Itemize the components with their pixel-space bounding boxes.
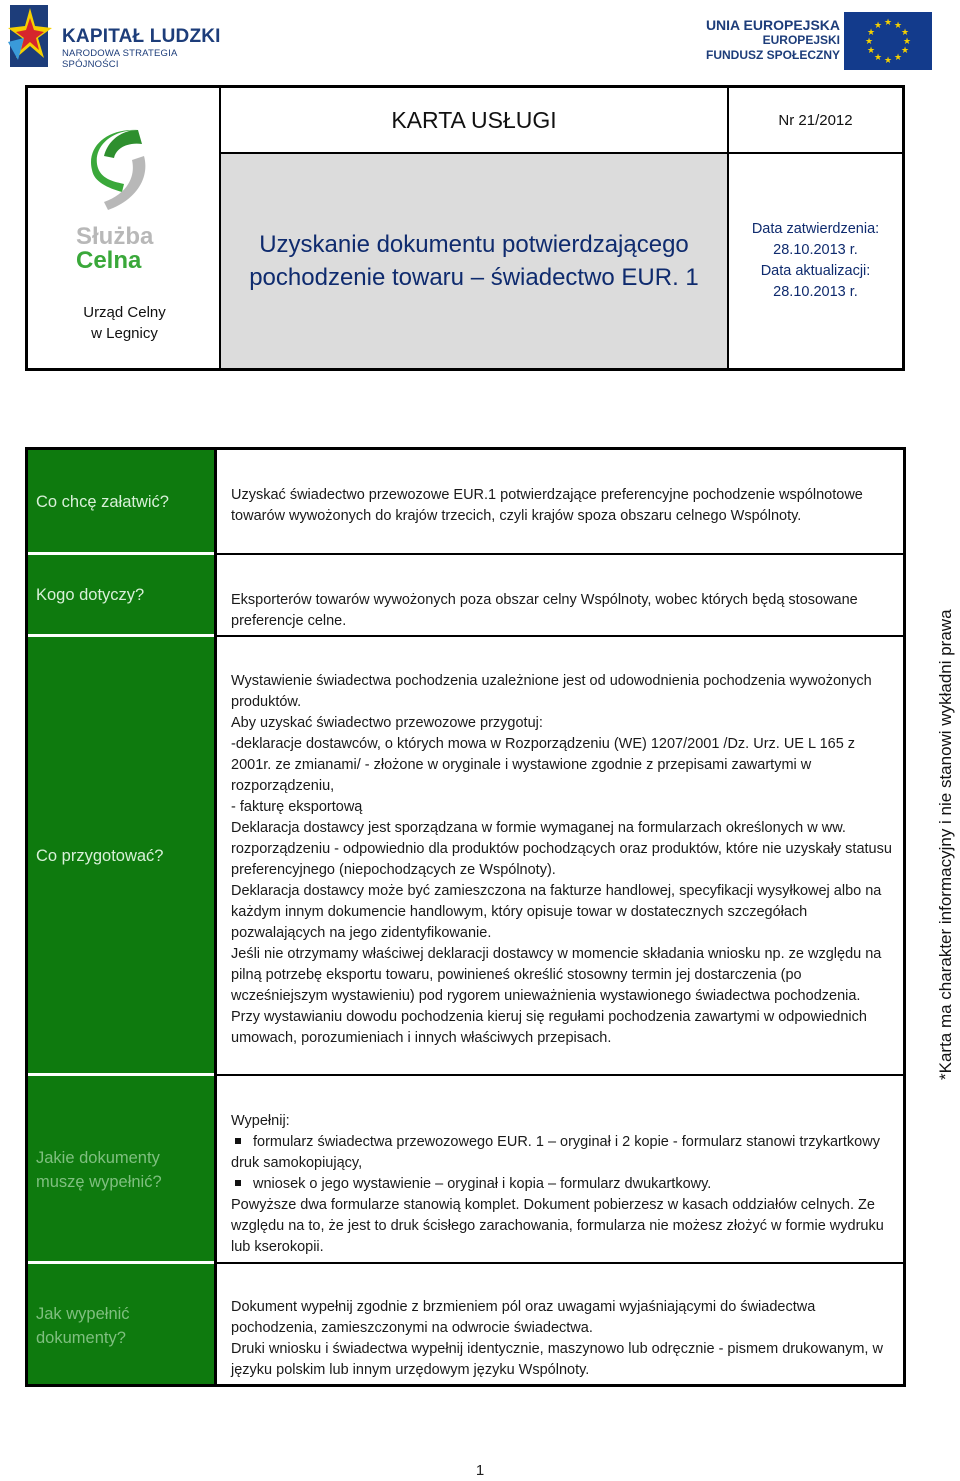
row-content-cell-kogo	[217, 555, 903, 634]
list-item-text: formularz świadectwa przewozowego EUR. 1 – oryginał i 2 kopie - formularz stanowi trzykartkowy druk samokopiujący,	[231, 1134, 880, 1171]
office-name-line1: Urząd Celny	[83, 304, 166, 321]
paragraph: Jeśli nie otrzymamy właściwej deklaracji dostawcy w momencie składania wniosku np. ze względu na pilną potrzebę eksportu towaru, powinieneś określić stosowny termin jej dostarczenia (po wcześniejszym wystawieniu) pod rygorem unieważnienia wystawionego świadectwa pochodzenia.	[231, 946, 882, 1004]
row-label-jak-line1: Jak wypełnić	[36, 1305, 130, 1323]
card-title: KARTA USŁUGI	[391, 106, 557, 133]
paragraph: Deklaracja dostawcy jest sporządzana w formie wymaganej na formularzach określonych w ww. rozporządzeniu - odpowiednio dla produktów pochodzących oraz produktów, które nie uzyskały statusu preferencyjnego (niepochodzących ze Wspólnoty).	[231, 820, 892, 878]
row-label-cell-co-chce	[28, 450, 214, 552]
paragraph: Deklaracja dostawcy może być zamieszczona na fakturze handlowej, specyfikacji wysyłkowej albo na każdym innym dokumencie handlowym, który opisuje towar w dostatecznych szczegółach pozwalających na jego zidentyfikowanie.	[231, 883, 882, 941]
dates-block	[752, 219, 879, 303]
kapital-ludzki-star-icon	[4, 2, 56, 70]
paragraph: Przy wystawianiu dowodu pochodzenia kieruj się regułami pochodzenia zawartymi w odpowiednich umowach, porozumieniach i innych właściwych przepisach.	[231, 1009, 867, 1046]
row-label-jakie	[36, 1146, 162, 1194]
row-content-cell-jak	[217, 1264, 903, 1384]
kapital-ludzki-title: KAPITAŁ LUDZKI	[62, 26, 221, 47]
service-title-line1: Uzyskanie dokumentu potwierdzającego	[259, 231, 689, 258]
row-label-jak	[36, 1302, 130, 1350]
list-item	[231, 1132, 893, 1174]
dates-cell	[729, 154, 902, 368]
date-approved-value: 28.10.2013 r.	[773, 242, 858, 258]
kapital-ludzki-subtitle: NARODOWA STRATEGIA SPÓJNOŚCI	[62, 48, 177, 70]
svg-text:★: ★	[864, 37, 874, 47]
sluzba-celna-emblem-icon	[78, 126, 170, 216]
date-updated-value: 28.10.2013 r.	[773, 284, 858, 300]
disclaimer-side-note: *Karta ma charakter informacyjny i nie stanowi wykładni prawa	[936, 609, 955, 1080]
row-label-kogo: Kogo dotyczy?	[36, 586, 145, 604]
kapital-ludzki-logo	[4, 2, 224, 72]
date-updated-label: Data aktualizacji:	[760, 263, 871, 279]
row-content-jak	[231, 1297, 893, 1381]
row-content-co-chce: Uzyskać świadectwo przewozowe EUR.1 potwierdzające preferencyjne pochodzenie wspólnotowe towarów wywożonych do krajów trzecich, czyli krajów spoza obszaru celnego Wspólnoty.	[231, 487, 863, 524]
sluzba-celna-line1: Służba	[76, 223, 154, 250]
number-cell	[729, 88, 902, 154]
eu-flag-icon	[844, 12, 932, 70]
bullet-icon	[235, 1138, 241, 1144]
svg-text:★: ★	[900, 28, 910, 38]
service-title	[239, 228, 709, 294]
row-label-cell-jak	[28, 1264, 214, 1384]
svg-text:★: ★	[873, 53, 883, 63]
row-label-przygotowac: Co przygotować?	[36, 847, 164, 865]
svg-text:★: ★	[866, 28, 876, 38]
paragraph: -deklaracje dostawców, o których mowa w Rozporządzeniu (WE) 1207/2001 /Dz. Urz. UE L 165 z 2001r. ze zmianami/ - złożone w oryginale i wystawione zgodnie z przepisami zawartymi w rozporządzeniu,	[231, 736, 856, 794]
svg-text:★: ★	[883, 56, 893, 66]
svg-text:★: ★	[902, 37, 912, 47]
paragraph: Aby uzyskać świadectwo przewozowe przygotuj:	[231, 715, 543, 731]
paragraph: Wystawienie świadectwa pochodzenia uzależnione jest od udowodnienia pochodzenia wywożonych produktów.	[231, 673, 872, 710]
paragraph: Powyższe dwa formularze stanowią komplet. Dokument pobierzesz w kasach oddziałów celnych. Ze względu na to, że jest to druk ścisłego zarachowania, formularza nie możesz złożyć w formie wydruku lub kserokopii.	[231, 1197, 884, 1255]
list-item-text: wniosek o jego wystawienie – oryginał i kopia – formularz dwukartkowy.	[253, 1176, 712, 1192]
bullet-icon	[235, 1180, 241, 1186]
eu-logo-line1: UNIA EUROPEJSKA	[705, 17, 840, 33]
row-content-jakie	[231, 1111, 893, 1258]
service-title-cell	[221, 154, 729, 368]
eu-logo-line2: EUROPEJSKI	[762, 33, 840, 47]
eu-logo	[700, 12, 932, 72]
row-content-cell-co-chce	[217, 450, 903, 552]
svg-text:★: ★	[883, 18, 893, 28]
service-details-table	[25, 447, 906, 1387]
row-label-jak-line2: dokumenty?	[36, 1329, 126, 1347]
row-label-jakie-line2: muszę wypełnić?	[36, 1173, 162, 1191]
row-label-cell-jakie	[28, 1076, 214, 1261]
service-title-line2: pochodzenie towaru – świadectwo EUR. 1	[249, 264, 699, 291]
page-number: 1	[475, 1462, 485, 1479]
list-item	[231, 1174, 893, 1195]
office-cell	[28, 88, 221, 368]
row-label-jakie-line1: Jakie dokumenty	[36, 1149, 160, 1167]
paragraph: Druki wniosku i świadectwa wypełnij identycznie, maszynowo lub odręcznie - pismem drukowanym, w języku polskim lub innym urzędowym języku Wspólnoty.	[231, 1341, 883, 1378]
title-cell	[221, 88, 729, 154]
paragraph: - fakturę eksportową	[231, 799, 363, 815]
paragraph: Dokument wypełnij zgodnie z brzmieniem pól oraz uwagami wyjaśniającymi do świadectwa pochodzenia, zamieszczonymi na odwrocie świadectwa.	[231, 1299, 816, 1336]
card-number: Nr 21/2012	[778, 111, 853, 129]
office-name	[28, 302, 221, 344]
svg-text:★: ★	[893, 53, 903, 63]
row-label-cell-kogo	[28, 555, 214, 634]
eu-logo-text	[706, 18, 840, 63]
date-approved-label: Data zatwierdzenia:	[751, 221, 880, 237]
svg-text:★: ★	[873, 21, 883, 31]
office-name-line2: w Legnicy	[91, 325, 158, 342]
svg-text:★: ★	[893, 21, 903, 31]
row-content-przygotowac	[231, 671, 893, 1049]
eu-logo-line3: FUNDUSZ SPOŁECZNY	[705, 48, 840, 62]
svg-text:★: ★	[866, 46, 876, 56]
row-content-cell-jakie	[217, 1076, 903, 1261]
sluzba-celna-line2: Celna	[76, 247, 142, 274]
service-card-header	[25, 85, 905, 371]
sluzba-celna-logo-text	[76, 225, 176, 273]
row-label-cell-przygotowac	[28, 637, 214, 1073]
row-label-co-chce: Co chcę załatwić?	[36, 493, 169, 511]
row-content-cell-przygotowac	[217, 637, 903, 1073]
svg-text:★: ★	[900, 46, 910, 56]
row-content-kogo: Eksporterów towarów wywożonych poza obszar celny Wspólnoty, wobec których będą stosowane preferencje celne.	[231, 592, 858, 629]
paragraph: Wypełnij:	[231, 1113, 290, 1129]
